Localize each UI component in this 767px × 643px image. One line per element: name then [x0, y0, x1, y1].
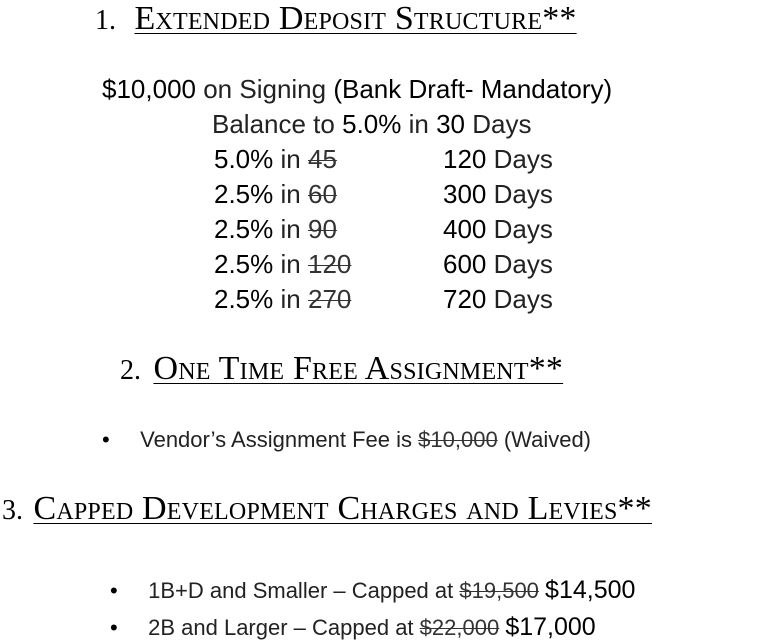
- schedule-old-days: 90: [307, 214, 337, 244]
- section-3-heading: [2, 490, 652, 528]
- schedule-new: [443, 249, 553, 280]
- schedule-new: [443, 214, 553, 245]
- levies-new-amount: $17,000: [505, 613, 596, 641]
- schedule-in: in: [280, 249, 301, 279]
- schedule-old-days: 270: [307, 284, 352, 314]
- section-2-number: 2.: [120, 355, 141, 386]
- schedule-percent: 2.5%: [214, 179, 274, 209]
- schedule-old-days: 45: [307, 144, 337, 174]
- schedule-row: [214, 214, 337, 245]
- schedule-row: [214, 179, 337, 210]
- schedule-new-days: 300: [443, 179, 487, 209]
- balance-days: 30: [436, 109, 466, 139]
- balance-in: in: [408, 109, 429, 139]
- signing-text: on Signing: [203, 74, 327, 104]
- schedule-old-days: 60: [307, 179, 337, 209]
- schedule-new-days: 720: [443, 284, 487, 314]
- section-3-number: 3.: [2, 495, 23, 526]
- assignment-fee-item: [102, 427, 591, 453]
- schedule-new-days: 400: [443, 214, 487, 244]
- schedule-new: [443, 179, 553, 210]
- schedule-in: in: [280, 214, 301, 244]
- schedule-row: [214, 249, 351, 280]
- bullet-icon: •: [102, 427, 110, 452]
- schedule-percent: 2.5%: [214, 284, 274, 314]
- levies-text: 1B+D and Smaller – Capped at: [148, 578, 454, 603]
- balance-line: [212, 109, 532, 140]
- signing-note: (Bank Draft- Mandatory): [333, 74, 613, 104]
- schedule-row: [214, 284, 351, 315]
- signing-amount: $10,000: [102, 74, 196, 104]
- section-2-heading: [120, 350, 563, 388]
- schedule-percent: 2.5%: [214, 249, 274, 279]
- section-1-number: 1.: [95, 5, 116, 36]
- levies-item: [110, 576, 635, 605]
- schedule-unit: Days: [493, 249, 553, 279]
- section-3-title: Capped Development Charges and Levies**: [33, 490, 652, 527]
- schedule-unit: Days: [493, 214, 553, 244]
- section-2-title: One Time Free Assignment**: [153, 350, 564, 387]
- schedule-old-days: 120: [307, 249, 352, 279]
- levies-old-amount: $19,500: [459, 578, 539, 603]
- schedule-unit: Days: [493, 284, 553, 314]
- schedule-unit: Days: [493, 144, 553, 174]
- section-1-heading: [95, 0, 577, 38]
- levies-new-amount: $14,500: [545, 576, 636, 604]
- levies-old-amount: $22,000: [419, 615, 500, 640]
- schedule-new: [443, 284, 553, 315]
- schedule-percent: 5.0%: [214, 144, 274, 174]
- schedule-new-days: 120: [443, 144, 487, 174]
- section-1-title: Extended Deposit Structure**: [134, 0, 577, 37]
- schedule-new: [443, 144, 553, 175]
- schedule-in: in: [280, 144, 301, 174]
- schedule-in: in: [280, 284, 301, 314]
- schedule-row: [214, 144, 337, 175]
- schedule-percent: 2.5%: [214, 214, 274, 244]
- levies-item: [110, 613, 596, 642]
- bullet-icon: •: [110, 615, 118, 640]
- assignment-fee-note: (Waived): [503, 427, 592, 452]
- schedule-unit: Days: [493, 179, 553, 209]
- schedule-in: in: [280, 179, 301, 209]
- assignment-fee-text: Vendor’s Assignment Fee is: [140, 427, 413, 452]
- levies-text: 2B and Larger – Capped at: [148, 615, 414, 640]
- balance-prefix: Balance to: [212, 109, 335, 139]
- schedule-new-days: 600: [443, 249, 487, 279]
- balance-suffix: Days: [472, 109, 532, 139]
- bullet-icon: •: [110, 578, 118, 603]
- balance-percent: 5.0%: [342, 109, 402, 139]
- assignment-fee-old-amount: $10,000: [418, 427, 498, 452]
- signing-line: [102, 74, 612, 105]
